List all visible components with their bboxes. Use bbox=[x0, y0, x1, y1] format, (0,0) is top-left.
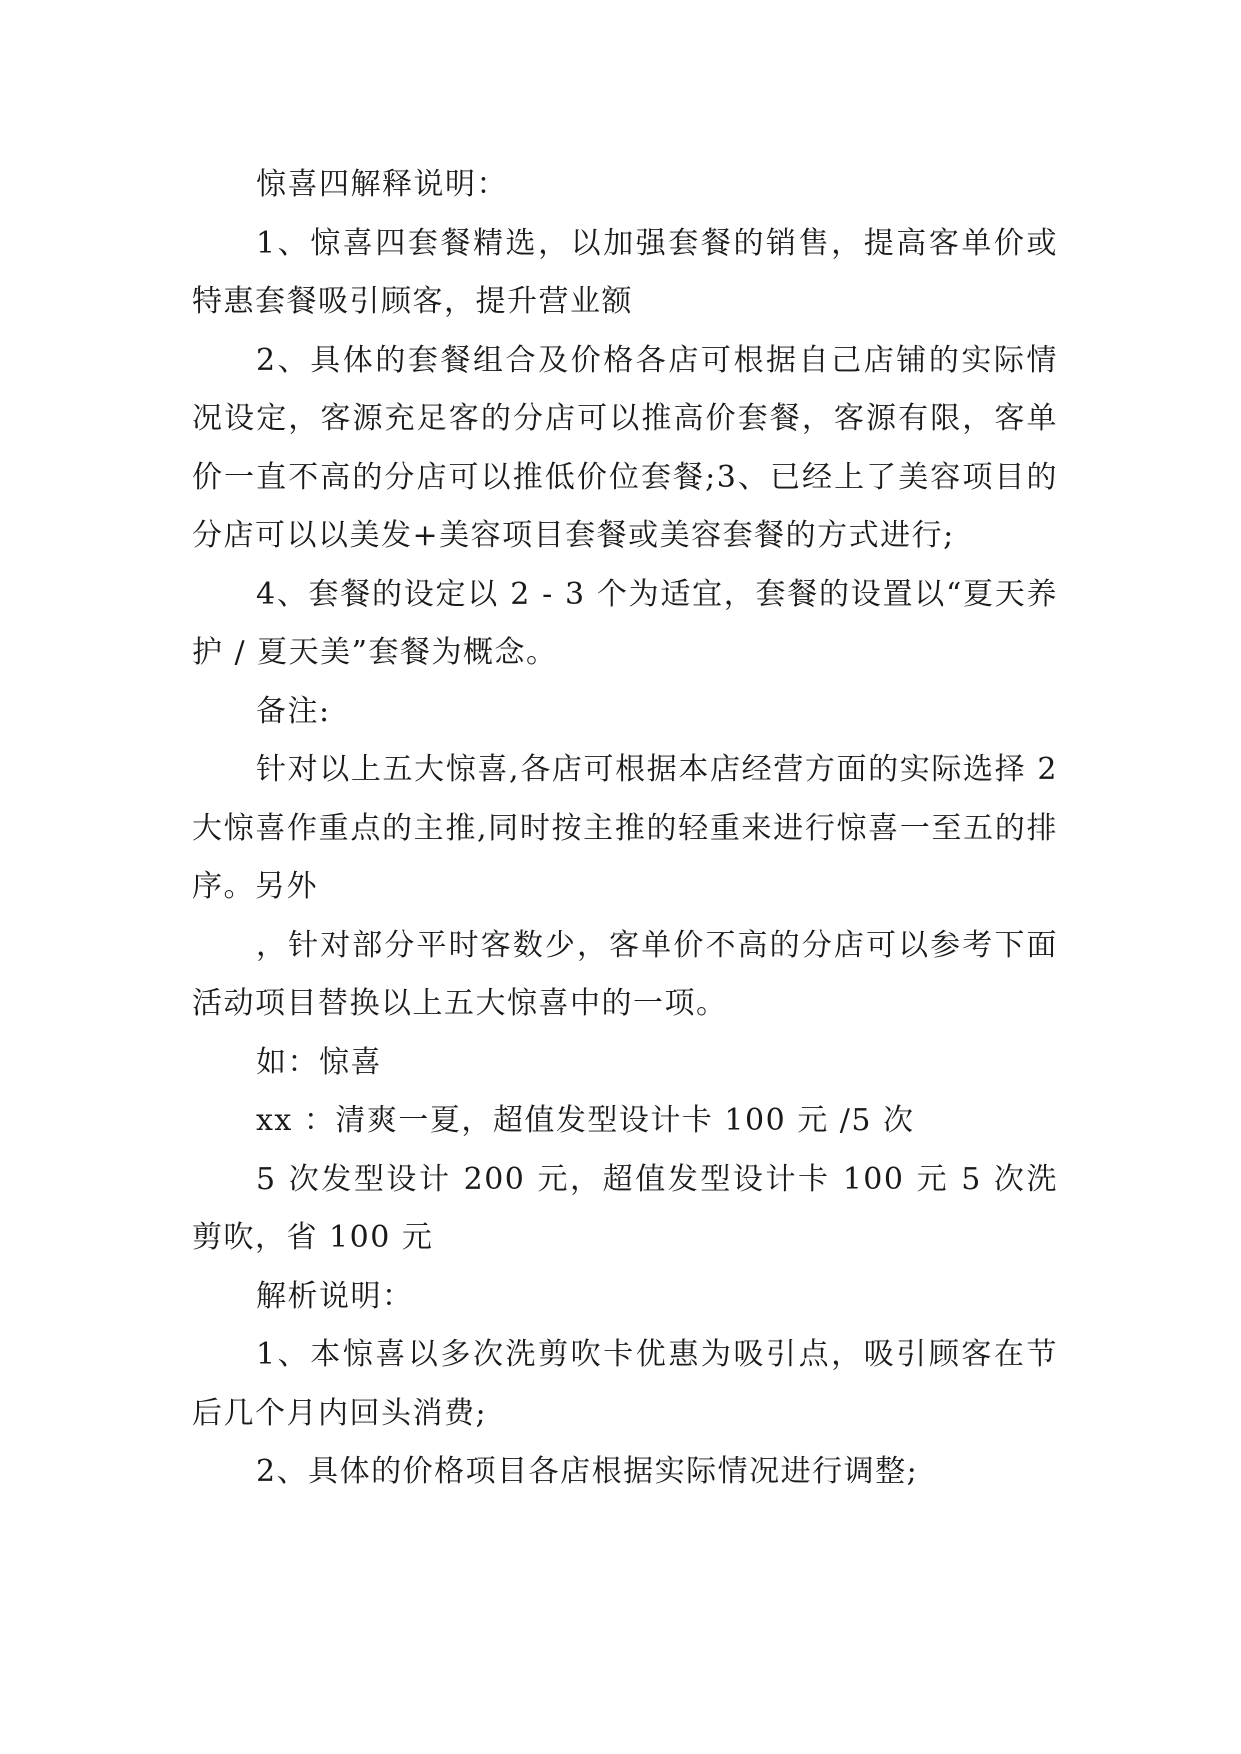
paragraph-analysis-heading: 解析说明： bbox=[256, 1278, 414, 1314]
paragraph-remarks-heading: 备注: bbox=[256, 693, 331, 729]
paragraph-analysis-item-1: 1、本惊喜以多次洗剪吹卡优惠为吸引点，吸引顾客在节后几个月内回头消费; bbox=[192, 1337, 1058, 1431]
paragraph-item-4: 4、套餐的设定以 2 - 3 个为适宜，套餐的设置以“夏天养护 / 夏天美”套餐为概念。 bbox=[192, 576, 1058, 670]
paragraph-example-detail: 5 次发型设计 200 元，超值发型设计卡 100 元 5 次洗剪吹，省 100 元 bbox=[192, 1161, 1058, 1255]
paragraph-item-2-3: 2、具体的套餐组合及价格各店可根据自己店铺的实际情况设定，客源充足客的分店可以推高价套餐，客源有限，客单价一直不高的分店可以推低价位套餐;3、已经上了美容项目的分店可以以美发+美容项目套餐或美容套餐的方式进行; bbox=[192, 342, 1058, 553]
paragraph-item-1: 1、惊喜四套餐精选，以加强套餐的销售，提高客单价或特惠套餐吸引顾客，提升营业额 bbox=[192, 225, 1058, 319]
paragraph-remarks-continued: ，针对部分平时客数少，客单价不高的分店可以参考下面活动项目替换以上五大惊喜中的一项。 bbox=[192, 927, 1058, 1021]
paragraph-analysis-item-2: 2、具体的价格项目各店根据实际情况进行调整; bbox=[256, 1454, 919, 1489]
paragraph-example-title: xx ：清爽一夏，超值发型设计卡 100 元 /5 次 bbox=[256, 1103, 915, 1138]
paragraph-remarks-body: 针对以上五大惊喜,各店可根据本店经营方面的实际选择 2大惊喜作重点的主推,同时按主推的轻重来进行惊喜一至五的排序。另外 bbox=[192, 752, 1058, 904]
document-body bbox=[192, 156, 1058, 1502]
paragraph-surprise-four-heading: 惊喜四解释说明： bbox=[256, 167, 508, 202]
paragraph-example-heading: 如：惊喜 bbox=[256, 1044, 382, 1080]
